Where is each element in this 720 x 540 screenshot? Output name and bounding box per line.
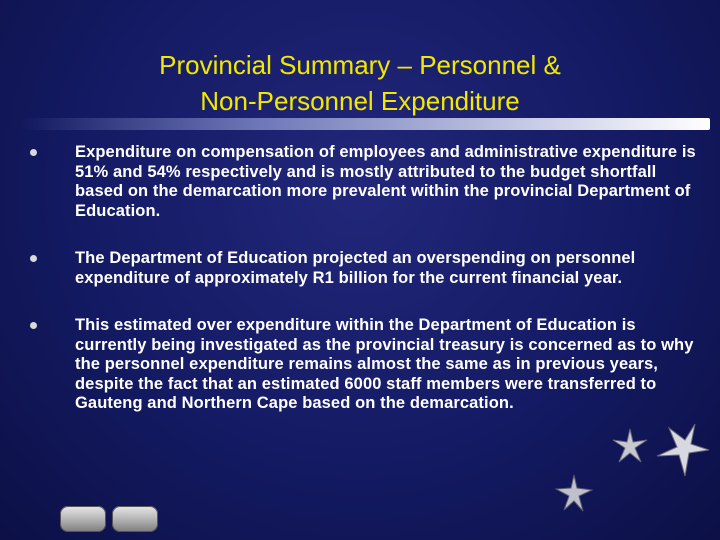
bullet-dot-icon: [30, 322, 37, 329]
bullet-text: Expenditure on compensation of employees and administrative expenditure is 51% and 54% respectively and is mostly attributed to the budget shortfall based on the demarcation more prevalent within the provincial Department of Education.: [75, 143, 696, 220]
bullet-list: [30, 143, 700, 414]
bullet-item: [30, 143, 700, 221]
star-icon: [612, 428, 648, 464]
bullet-item: [30, 249, 700, 288]
title-line-1: Provincial Summary – Personnel &: [159, 50, 561, 81]
title-divider: [20, 118, 710, 130]
bullet-dot-icon: [30, 149, 37, 156]
star-icon: [555, 474, 593, 512]
bullet-dot-icon: [30, 255, 37, 262]
bullet-text: This estimated over expenditure within the Department of Education is currently being investigated as the provincial treasury is concerned as to why the personnel expenditure remains almost the same as in previous years, despite the fact that an estimated 6000 staff members were transferred to Gauteng and Northern Cape based on the demarcation.: [75, 316, 694, 412]
next-slide-button[interactable]: [112, 506, 158, 532]
slide-title: [40, 47, 680, 119]
star-icon: [655, 422, 711, 478]
bullet-item: [30, 316, 700, 414]
title-line-2: Non-Personnel Expenditure: [200, 86, 520, 117]
previous-slide-button[interactable]: [60, 506, 106, 532]
bullet-text: The Department of Education projected an overspending on personnel expenditure of approximately R1 billion for the current financial year.: [75, 249, 636, 287]
